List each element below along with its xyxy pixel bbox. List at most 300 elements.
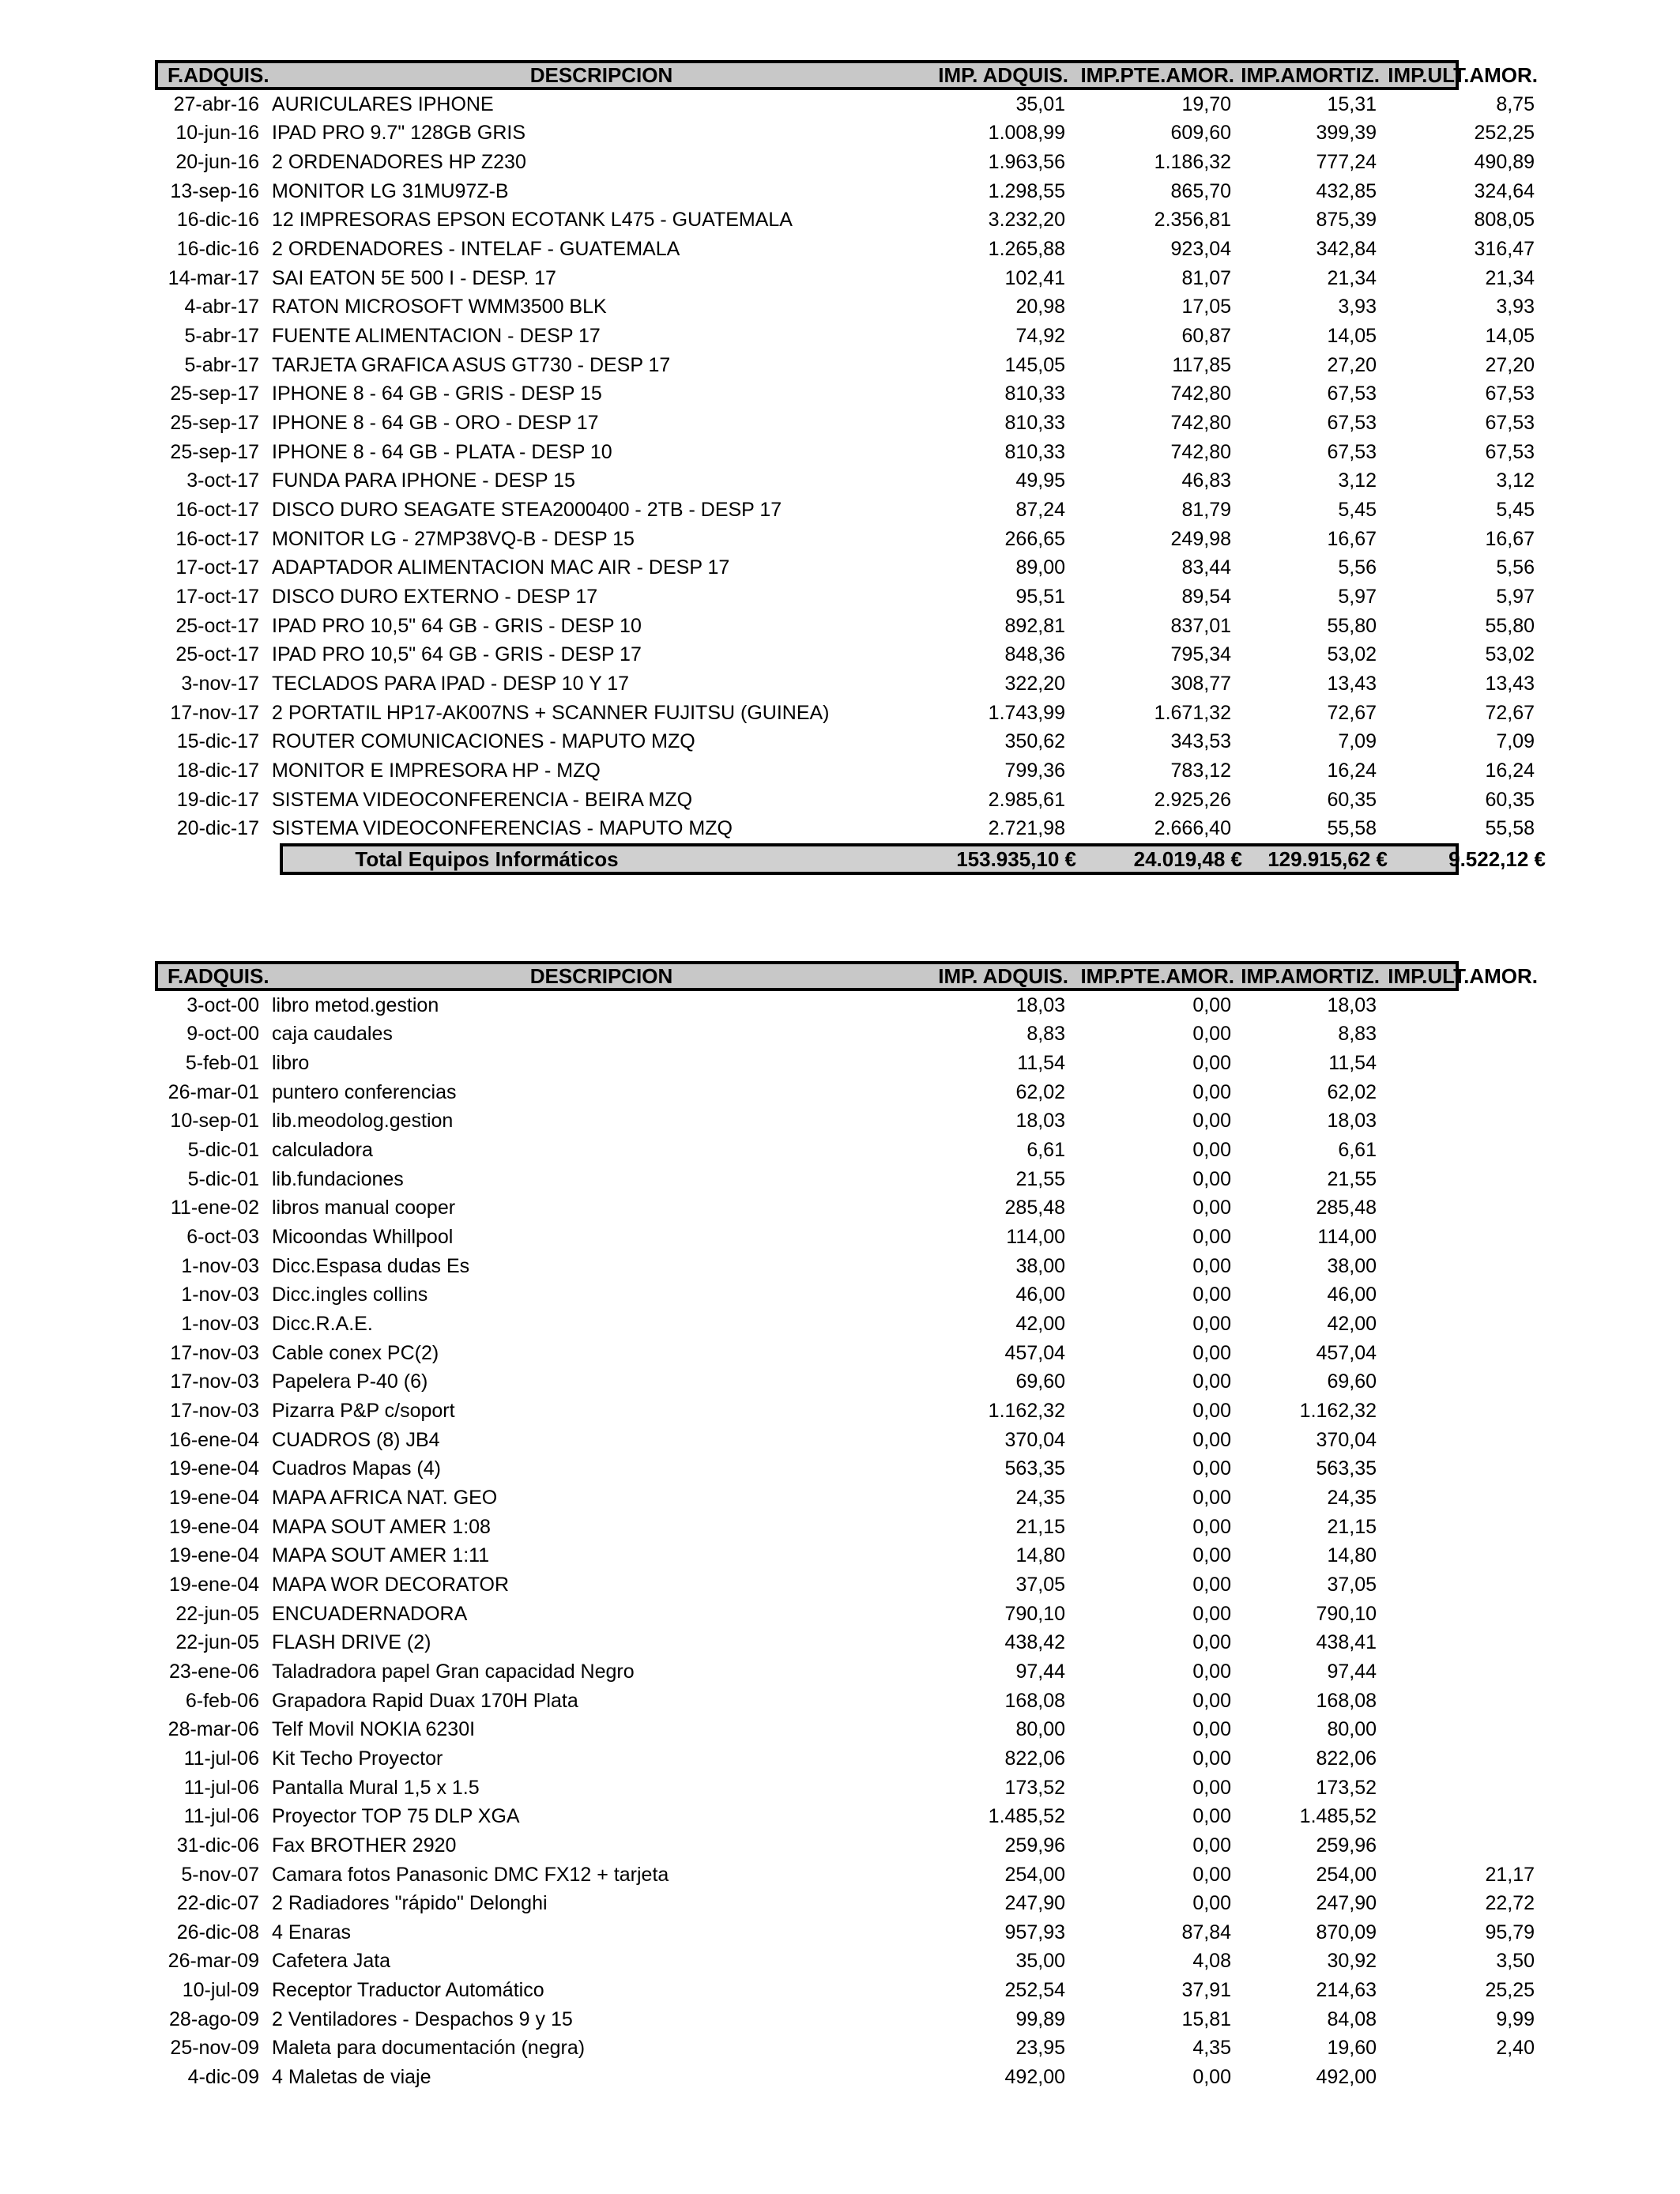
cell-fecha: 3-nov-17 — [181, 672, 259, 695]
cell-descripcion: AURICULARES IPHONE — [272, 92, 494, 115]
cell-importe-pendiente: 0,00 — [1192, 1776, 1231, 1799]
cell-importe-amortizado: 69,60 — [1327, 1370, 1377, 1393]
cell-descripcion: MONITOR LG 31MU97Z-B — [272, 179, 509, 202]
header-importe-amortizado: IMP.AMORTIZ. — [1241, 964, 1380, 988]
cell-importe-pendiente: 0,00 — [1192, 1863, 1231, 1886]
cell-importe-ultima-amortizacion: 53,02 — [1485, 643, 1535, 666]
cell-fecha: 19-dic-17 — [176, 788, 259, 811]
cell-descripcion: Cafetera Jata — [272, 1950, 391, 1973]
cell-importe-amortizado: 285,48 — [1316, 1197, 1377, 1220]
cell-descripcion: IPHONE 8 - 64 GB - PLATA - DESP 10 — [272, 440, 612, 463]
cell-importe-pendiente: 609,60 — [1170, 122, 1231, 145]
cell-importe-pendiente: 1.671,32 — [1154, 701, 1231, 724]
cell-importe-pendiente: 0,00 — [1192, 1515, 1231, 1538]
cell-importe-pendiente: 2.925,26 — [1154, 788, 1231, 811]
header-fecha-adquisicion: F.ADQUIS. — [168, 63, 269, 87]
cell-importe-adquisicion: 266,65 — [1004, 527, 1065, 550]
table-row — [155, 814, 1535, 843]
cell-descripcion: IPAD PRO 10,5" 64 GB - GRIS - DESP 10 — [272, 614, 642, 637]
cell-descripcion: IPHONE 8 - 64 GB - GRIS - DESP 15 — [272, 383, 602, 405]
equipos-informaticos-table — [155, 60, 1546, 875]
cell-fecha: 16-dic-16 — [176, 209, 259, 232]
cell-importe-amortizado: 80,00 — [1327, 1718, 1377, 1741]
table-row — [155, 1397, 1459, 1426]
cell-descripcion: MAPA SOUT AMER 1:11 — [272, 1544, 490, 1567]
cell-importe-adquisicion: 2.985,61 — [988, 788, 1065, 811]
cell-fecha: 15-dic-17 — [176, 730, 259, 753]
cell-fecha: 17-nov-17 — [170, 701, 259, 724]
table-row — [155, 1281, 1459, 1310]
cell-importe-amortizado: 168,08 — [1316, 1689, 1377, 1712]
cell-importe-pendiente: 1.186,32 — [1154, 151, 1231, 174]
table-row — [155, 1252, 1459, 1281]
cell-importe-adquisicion: 438,42 — [1004, 1631, 1065, 1654]
cell-fecha: 25-sep-17 — [170, 383, 259, 405]
cell-importe-adquisicion: 46,00 — [1015, 1284, 1065, 1306]
cell-importe-pendiente: 87,84 — [1181, 1921, 1231, 1943]
cell-importe-ultima-amortizacion: 16,24 — [1485, 759, 1535, 782]
cell-importe-amortizado: 259,96 — [1316, 1834, 1377, 1857]
cell-importe-pendiente: 0,00 — [1192, 1023, 1231, 1046]
cell-importe-ultima-amortizacion: 3,50 — [1496, 1950, 1535, 1973]
cell-descripcion: puntero conferencias — [272, 1080, 457, 1103]
cell-importe-adquisicion: 21,15 — [1015, 1515, 1065, 1538]
cell-fecha: 10-sep-01 — [170, 1110, 259, 1133]
cell-importe-ultima-amortizacion: 490,89 — [1474, 151, 1535, 174]
cell-fecha: 22-dic-07 — [176, 1892, 259, 1915]
table-row — [155, 1774, 1459, 1803]
table-row — [155, 1687, 1459, 1716]
cell-importe-amortizado: 214,63 — [1316, 1979, 1377, 2002]
cell-importe-amortizado: 457,04 — [1316, 1341, 1377, 1364]
cell-importe-pendiente: 60,87 — [1181, 325, 1231, 348]
cell-descripcion: Cuadros Mapas (4) — [272, 1457, 441, 1480]
cell-descripcion: Dicc.ingles collins — [272, 1284, 428, 1306]
table-row — [155, 1744, 1459, 1774]
cell-importe-adquisicion: 370,04 — [1004, 1428, 1065, 1451]
cell-importe-amortizado: 14,05 — [1327, 325, 1377, 348]
cell-fecha: 3-oct-00 — [186, 993, 259, 1016]
cell-importe-adquisicion: 95,51 — [1015, 585, 1065, 608]
cell-importe-pendiente: 0,00 — [1192, 1689, 1231, 1712]
cell-importe-amortizado: 62,02 — [1327, 1080, 1377, 1103]
table-row — [155, 1628, 1459, 1657]
cell-importe-pendiente: 783,12 — [1170, 759, 1231, 782]
cell-descripcion: RATON MICROSOFT WMM3500 BLK — [272, 296, 607, 319]
cell-importe-amortizado: 3,93 — [1338, 296, 1377, 319]
total-importe-ultima-amortizacion: 9.522,12 € — [1448, 846, 1546, 871]
cell-importe-amortizado: 72,67 — [1327, 701, 1377, 724]
cell-importe-pendiente: 742,80 — [1170, 412, 1231, 435]
table-row — [155, 1600, 1459, 1629]
cell-importe-pendiente: 0,00 — [1192, 1254, 1231, 1277]
cell-importe-amortizado: 18,03 — [1327, 1110, 1377, 1133]
cell-importe-pendiente: 89,54 — [1181, 585, 1231, 608]
cell-fecha: 22-jun-05 — [175, 1602, 259, 1625]
cell-fecha: 16-ene-04 — [169, 1428, 259, 1451]
cell-importe-ultima-amortizacion: 324,64 — [1474, 179, 1535, 202]
cell-importe-pendiente: 0,00 — [1192, 1284, 1231, 1306]
table-row — [155, 206, 1535, 236]
table-body — [155, 90, 1535, 843]
total-importe-pendiente: 24.019,48 € — [1133, 846, 1242, 871]
cell-descripcion: MAPA SOUT AMER 1:08 — [272, 1515, 491, 1538]
cell-fecha: 25-sep-17 — [170, 440, 259, 463]
cell-importe-pendiente: 0,00 — [1192, 1573, 1231, 1596]
cell-importe-amortizado: 21,34 — [1327, 266, 1377, 289]
cell-fecha: 28-mar-06 — [168, 1718, 259, 1741]
cell-importe-ultima-amortizacion: 21,34 — [1485, 266, 1535, 289]
cell-fecha: 4-dic-09 — [187, 2066, 259, 2089]
cell-importe-adquisicion: 145,05 — [1004, 353, 1065, 376]
cell-importe-amortizado: 114,00 — [1317, 1226, 1377, 1249]
table-row — [155, 293, 1535, 322]
cell-importe-amortizado: 247,90 — [1316, 1892, 1377, 1915]
cell-importe-pendiente: 19,70 — [1181, 92, 1231, 115]
cell-fecha: 16-dic-16 — [176, 238, 259, 261]
cell-fecha: 1-nov-03 — [181, 1284, 259, 1306]
cell-importe-amortizado: 3,12 — [1338, 469, 1377, 492]
cell-importe-adquisicion: 49,95 — [1015, 469, 1065, 492]
cell-importe-amortizado: 342,84 — [1316, 238, 1377, 261]
cell-descripcion: 2 Ventiladores - Despachos 9 y 15 — [272, 2007, 573, 2030]
cell-descripcion: FUENTE ALIMENTACION - DESP 17 — [272, 325, 601, 348]
cell-importe-adquisicion: 252,54 — [1004, 1979, 1065, 2002]
cell-importe-pendiente: 0,00 — [1192, 1370, 1231, 1393]
cell-importe-pendiente: 46,83 — [1181, 469, 1231, 492]
cell-importe-amortizado: 777,24 — [1316, 151, 1377, 174]
cell-descripcion: SAI EATON 5E 500 I - DESP. 17 — [272, 266, 556, 289]
cell-importe-pendiente: 15,81 — [1181, 2007, 1231, 2030]
table-row — [155, 119, 1535, 149]
header-importe-pendiente-amortizar: IMP.PTE.AMOR. — [1080, 964, 1234, 988]
cell-importe-adquisicion: 322,20 — [1004, 672, 1065, 695]
cell-importe-adquisicion: 69,60 — [1015, 1370, 1065, 1393]
cell-importe-adquisicion: 42,00 — [1015, 1313, 1065, 1336]
cell-importe-amortizado: 438,41 — [1316, 1631, 1377, 1654]
cell-importe-amortizado: 370,04 — [1316, 1428, 1377, 1451]
cell-importe-adquisicion: 89,00 — [1015, 556, 1065, 579]
cell-importe-pendiente: 0,00 — [1192, 1457, 1231, 1480]
cell-fecha: 9-oct-00 — [186, 1023, 259, 1046]
table-row — [155, 1194, 1459, 1223]
cell-importe-amortizado: 14,80 — [1327, 1544, 1377, 1567]
cell-fecha: 17-nov-03 — [170, 1341, 259, 1364]
table-row — [155, 1541, 1459, 1570]
cell-descripcion: TECLADOS PARA IPAD - DESP 10 Y 17 — [272, 672, 630, 695]
cell-fecha: 19-ene-04 — [169, 1573, 259, 1596]
cell-importe-adquisicion: 790,10 — [1004, 1602, 1065, 1625]
cell-importe-pendiente: 0,00 — [1192, 1747, 1231, 1770]
cell-importe-adquisicion: 21,55 — [1015, 1167, 1065, 1190]
cell-importe-amortizado: 60,35 — [1327, 788, 1377, 811]
cell-importe-ultima-amortizacion: 252,25 — [1474, 122, 1535, 145]
cell-fecha: 1-nov-03 — [181, 1254, 259, 1277]
cell-importe-adquisicion: 848,36 — [1004, 643, 1065, 666]
cell-descripcion: IPAD PRO 9.7" 128GB GRIS — [272, 122, 526, 145]
cell-descripcion: Maleta para documentación (negra) — [272, 2037, 586, 2060]
table-row — [155, 612, 1535, 641]
cell-importe-ultima-amortizacion: 3,12 — [1496, 469, 1535, 492]
cell-importe-adquisicion: 1.963,56 — [988, 151, 1065, 174]
cell-importe-adquisicion: 810,33 — [1004, 440, 1065, 463]
cell-importe-amortizado: 15,31 — [1327, 92, 1377, 115]
cell-descripcion: Dicc.R.A.E. — [272, 1313, 373, 1336]
cell-importe-adquisicion: 102,41 — [1004, 266, 1065, 289]
table-row — [155, 1715, 1459, 1744]
table-row — [155, 1657, 1459, 1687]
cell-importe-adquisicion: 492,00 — [1004, 2066, 1065, 2089]
cell-descripcion: SISTEMA VIDEOCONFERENCIA - BEIRA MZQ — [272, 788, 693, 811]
table-body — [155, 991, 1535, 2092]
cell-importe-adquisicion: 99,89 — [1015, 2007, 1065, 2030]
cell-descripcion: calculadora — [272, 1139, 373, 1162]
cell-importe-adquisicion: 1.008,99 — [988, 122, 1065, 145]
cell-fecha: 25-oct-17 — [175, 614, 259, 637]
cell-importe-amortizado: 97,44 — [1327, 1660, 1377, 1683]
cell-importe-pendiente: 0,00 — [1192, 1718, 1231, 1741]
cell-importe-pendiente: 0,00 — [1192, 1428, 1231, 1451]
cell-fecha: 17-nov-03 — [170, 1370, 259, 1393]
cell-importe-pendiente: 0,00 — [1192, 1805, 1231, 1828]
cell-importe-ultima-amortizacion: 67,53 — [1485, 440, 1535, 463]
cell-importe-pendiente: 0,00 — [1192, 1313, 1231, 1336]
cell-importe-ultima-amortizacion: 9,99 — [1496, 2007, 1535, 2030]
cell-importe-pendiente: 0,00 — [1192, 1892, 1231, 1915]
cell-importe-ultima-amortizacion: 808,05 — [1474, 209, 1535, 232]
cell-importe-pendiente: 0,00 — [1192, 1110, 1231, 1133]
cell-importe-ultima-amortizacion: 7,09 — [1496, 730, 1535, 753]
cell-importe-adquisicion: 97,44 — [1015, 1660, 1065, 1683]
table-row — [155, 991, 1459, 1020]
table-row — [155, 177, 1535, 206]
cell-importe-ultima-amortizacion: 60,35 — [1485, 788, 1535, 811]
cell-descripcion: lib.meodolog.gestion — [272, 1110, 454, 1133]
table-row — [155, 1513, 1459, 1542]
cell-importe-adquisicion: 1.743,99 — [988, 701, 1065, 724]
table-row — [155, 148, 1535, 177]
cell-importe-adquisicion: 892,81 — [1004, 614, 1065, 637]
cell-importe-adquisicion: 822,06 — [1004, 1747, 1065, 1770]
table-row — [155, 235, 1535, 264]
table-row — [155, 1455, 1459, 1484]
cell-importe-pendiente: 0,00 — [1192, 1167, 1231, 1190]
cell-descripcion: Micoondas Whillpool — [272, 1226, 454, 1249]
table-row — [155, 727, 1535, 756]
cell-descripcion: Proyector TOP 75 DLP XGA — [272, 1805, 520, 1828]
cell-importe-adquisicion: 2.721,98 — [988, 817, 1065, 840]
cell-importe-pendiente: 308,77 — [1170, 672, 1231, 695]
table-row — [155, 1078, 1459, 1107]
cell-fecha: 16-oct-17 — [175, 527, 259, 550]
cell-fecha: 17-oct-17 — [175, 585, 259, 608]
cell-importe-adquisicion: 810,33 — [1004, 383, 1065, 405]
cell-fecha: 18-dic-17 — [176, 759, 259, 782]
cell-importe-ultima-amortizacion: 2,40 — [1496, 2037, 1535, 2060]
table-row — [155, 467, 1535, 496]
cell-importe-adquisicion: 20,98 — [1015, 296, 1065, 319]
cell-fecha: 20-jun-16 — [175, 151, 259, 174]
cell-fecha: 19-ene-04 — [169, 1457, 259, 1480]
cell-descripcion: FUNDA PARA IPHONE - DESP 15 — [272, 469, 575, 492]
cell-importe-ultima-amortizacion: 16,67 — [1485, 527, 1535, 550]
table-row — [155, 1107, 1459, 1137]
cell-fecha: 6-feb-06 — [185, 1689, 259, 1712]
cell-importe-ultima-amortizacion: 95,79 — [1485, 1921, 1535, 1943]
cell-descripcion: Fax BROTHER 2920 — [272, 1834, 457, 1857]
cell-descripcion: DISCO DURO EXTERNO - DESP 17 — [272, 585, 598, 608]
cell-importe-amortizado: 563,35 — [1316, 1457, 1377, 1480]
cell-importe-amortizado: 1.162,32 — [1299, 1400, 1377, 1423]
cell-descripcion: 2 ORDENADORES HP Z230 — [272, 151, 526, 174]
cell-importe-pendiente: 0,00 — [1192, 1139, 1231, 1162]
header-importe-amortizado: IMP.AMORTIZ. — [1241, 63, 1380, 87]
header-descripcion: DESCRIPCION — [529, 63, 673, 87]
cell-importe-amortizado: 173,52 — [1316, 1776, 1377, 1799]
table-row — [155, 1570, 1459, 1600]
cell-importe-adquisicion: 957,93 — [1004, 1921, 1065, 1943]
cell-fecha: 11-ene-02 — [170, 1197, 259, 1220]
cell-importe-ultima-amortizacion: 8,75 — [1496, 92, 1535, 115]
cell-importe-ultima-amortizacion: 3,93 — [1496, 296, 1535, 319]
cell-descripcion: Cable conex PC(2) — [272, 1341, 439, 1364]
cell-fecha: 17-oct-17 — [175, 556, 259, 579]
cell-importe-pendiente: 0,00 — [1192, 1602, 1231, 1625]
cell-descripcion: MAPA WOR DECORATOR — [272, 1573, 510, 1596]
table-row — [155, 582, 1535, 612]
cell-importe-ultima-amortizacion: 13,43 — [1485, 672, 1535, 695]
cell-fecha: 10-jun-16 — [175, 122, 259, 145]
cell-importe-adquisicion: 62,02 — [1015, 1080, 1065, 1103]
table-row — [155, 554, 1535, 583]
cell-importe-amortizado: 30,92 — [1327, 1950, 1377, 1973]
table-row — [155, 2034, 1535, 2064]
header-descripcion: DESCRIPCION — [529, 964, 673, 988]
cell-importe-adquisicion: 799,36 — [1004, 759, 1065, 782]
table-row — [155, 1310, 1459, 1339]
cell-importe-amortizado: 1.485,52 — [1299, 1805, 1377, 1828]
header-importe-ultima-amortizacion: IMP.ULT.AMOR. — [1388, 63, 1538, 87]
cell-importe-ultima-amortizacion: 14,05 — [1485, 325, 1535, 348]
table-row — [155, 1860, 1535, 1890]
cell-importe-adquisicion: 87,24 — [1015, 499, 1065, 522]
cell-importe-adquisicion: 1.162,32 — [988, 1400, 1065, 1423]
cell-fecha: 5-feb-01 — [185, 1052, 259, 1075]
cell-fecha: 5-abr-17 — [184, 353, 259, 376]
cell-importe-pendiente: 0,00 — [1192, 1544, 1231, 1567]
cell-importe-amortizado: 37,05 — [1327, 1573, 1377, 1596]
cell-importe-amortizado: 7,09 — [1338, 730, 1377, 753]
cell-importe-adquisicion: 285,48 — [1004, 1197, 1065, 1220]
cell-importe-pendiente: 0,00 — [1192, 1197, 1231, 1220]
table-row — [155, 1368, 1459, 1397]
cell-importe-adquisicion: 35,01 — [1015, 92, 1065, 115]
cell-fecha: 27-abr-16 — [173, 92, 259, 115]
table-row — [155, 496, 1535, 525]
table-row — [155, 1223, 1459, 1252]
table-row — [155, 640, 1535, 669]
cell-descripcion: CUADROS (8) JB4 — [272, 1428, 440, 1451]
cell-importe-pendiente: 2.356,81 — [1154, 209, 1231, 232]
cell-descripcion: ADAPTADOR ALIMENTACION MAC AIR - DESP 17 — [272, 556, 730, 579]
cell-importe-ultima-amortizacion: 27,20 — [1485, 353, 1535, 376]
table-row — [155, 1918, 1535, 1947]
cell-importe-amortizado: 67,53 — [1327, 383, 1377, 405]
cell-importe-pendiente: 81,79 — [1181, 499, 1231, 522]
cell-importe-amortizado: 11,54 — [1328, 1052, 1377, 1075]
cell-importe-amortizado: 21,55 — [1327, 1167, 1377, 1190]
cell-importe-adquisicion: 3.232,20 — [988, 209, 1065, 232]
cell-importe-amortizado: 5,45 — [1338, 499, 1377, 522]
cell-importe-amortizado: 8,83 — [1338, 1023, 1377, 1046]
table-row — [155, 1976, 1535, 2005]
table-row — [155, 1049, 1459, 1078]
cell-importe-amortizado: 492,00 — [1316, 2066, 1377, 2089]
cell-importe-pendiente: 795,34 — [1170, 643, 1231, 666]
cell-descripcion: caja caudales — [272, 1023, 393, 1046]
cell-importe-adquisicion: 350,62 — [1004, 730, 1065, 753]
cell-descripcion: 4 Enaras — [272, 1921, 352, 1943]
table-row — [155, 669, 1535, 699]
table-row — [155, 1136, 1459, 1165]
cell-importe-pendiente: 17,05 — [1181, 296, 1231, 319]
table-row — [155, 1802, 1459, 1831]
cell-fecha: 11-jul-06 — [183, 1805, 259, 1828]
cell-descripcion: MAPA AFRICA NAT. GEO — [272, 1486, 498, 1509]
header-fecha-adquisicion: F.ADQUIS. — [168, 964, 269, 988]
cell-descripcion: libro — [272, 1052, 310, 1075]
cell-fecha: 19-ene-04 — [169, 1515, 259, 1538]
cell-importe-adquisicion: 168,08 — [1004, 1689, 1065, 1712]
total-importe-amortizado: 129.915,62 € — [1268, 846, 1388, 871]
mobiliario-enseres-table — [155, 961, 1538, 2092]
cell-importe-ultima-amortizacion: 67,53 — [1485, 412, 1535, 435]
cell-descripcion: libros manual cooper — [272, 1197, 456, 1220]
header-importe-adquisicion: IMP. ADQUIS. — [938, 63, 1068, 87]
cell-importe-adquisicion: 8,83 — [1026, 1023, 1065, 1046]
cell-importe-ultima-amortizacion: 22,72 — [1485, 1892, 1535, 1915]
cell-descripcion: Camara fotos Panasonic DMC FX12 + tarjeta — [272, 1863, 669, 1886]
cell-fecha: 20-dic-17 — [176, 817, 259, 840]
table-header — [155, 60, 1538, 90]
cell-fecha: 13-sep-16 — [170, 179, 259, 202]
cell-importe-pendiente: 0,00 — [1192, 1486, 1231, 1509]
cell-importe-amortizado: 42,00 — [1327, 1313, 1377, 1336]
cell-fecha: 19-ene-04 — [169, 1486, 259, 1509]
cell-importe-ultima-amortizacion: 316,47 — [1474, 238, 1535, 261]
cell-importe-amortizado: 432,85 — [1316, 179, 1377, 202]
cell-importe-amortizado: 790,10 — [1316, 1602, 1377, 1625]
cell-fecha: 26-dic-08 — [176, 1921, 259, 1943]
cell-importe-adquisicion: 810,33 — [1004, 412, 1065, 435]
cell-fecha: 5-dic-01 — [187, 1167, 259, 1190]
cell-descripcion: SISTEMA VIDEOCONFERENCIAS - MAPUTO MZQ — [272, 817, 733, 840]
cell-importe-amortizado: 822,06 — [1316, 1747, 1377, 1770]
cell-importe-amortizado: 18,03 — [1327, 993, 1377, 1016]
cell-descripcion: 2 ORDENADORES - INTELAF - GUATEMALA — [272, 238, 680, 261]
cell-descripcion: 12 IMPRESORAS EPSON ECOTANK L475 - GUATEMALA — [272, 209, 793, 232]
cell-importe-amortizado: 21,15 — [1327, 1515, 1377, 1538]
cell-fecha: 26-mar-01 — [168, 1080, 259, 1103]
cell-importe-pendiente: 0,00 — [1192, 2066, 1231, 2089]
table-row — [155, 1947, 1535, 1977]
cell-descripcion: Kit Techo Proyector — [272, 1747, 443, 1770]
cell-importe-adquisicion: 563,35 — [1004, 1457, 1065, 1480]
cell-fecha: 5-dic-01 — [187, 1139, 259, 1162]
cell-importe-adquisicion: 18,03 — [1015, 993, 1065, 1016]
cell-importe-adquisicion: 259,96 — [1004, 1834, 1065, 1857]
cell-importe-adquisicion: 114,00 — [1006, 1226, 1065, 1249]
